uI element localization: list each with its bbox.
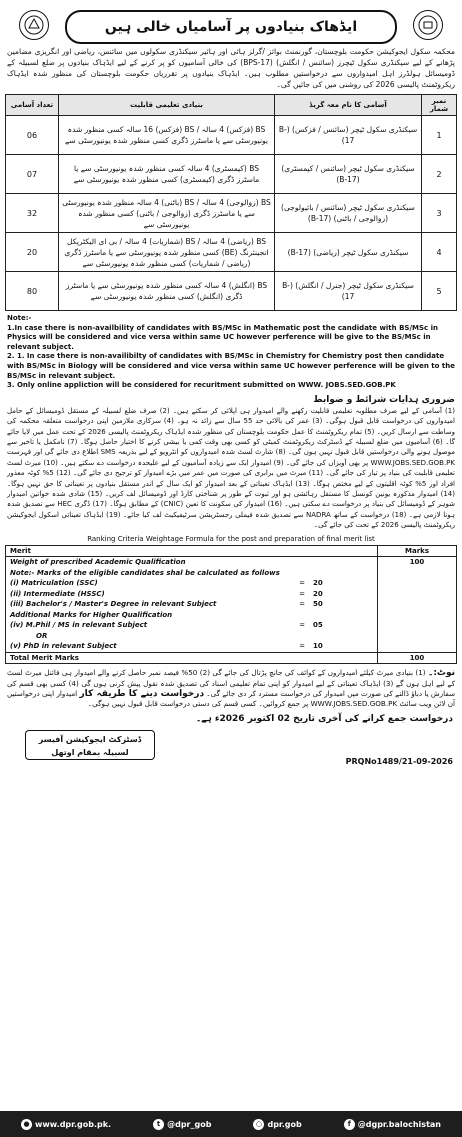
education-emblem-icon [413,10,443,40]
post-qty: 07 [6,155,59,194]
criteria-row [6,557,457,568]
post-qualification: BS (فزکس) 4 سالہ / BS (فزکس) 16 سالہ کسی منظور شدہ یونیورسٹی سے یا ماسٹرز ڈگری کسی منظور شدہ یونیورسٹی سے [59,116,275,155]
post-qualification: BS (ریاضی) 4 سالہ / BS (شماریات) 4 سالہ / بی ای الیکٹریکل انجینئرنگ (BE) کسی منظور شدہ یونیورسٹی سے یا ماسٹرز ڈگری (ریاضی / شماریات) کسی منظور شدہ یونیورسٹی سے [59,233,275,272]
criteria-item-label: (iv) M.Phil / MS in relevant Subject [10,621,148,630]
criteria-item-value: 20 [313,589,323,598]
officer-title: ڈسٹرکٹ ایجوکیشن آفیسر [38,734,142,744]
last-date-label: درخواست جمع کرانے کی آخری تاریخ [293,713,453,724]
top-strip [5,4,457,8]
footnote-lead: نوٹ:۔ [428,668,455,679]
criteria-row: (iii) Bachelor's / Master's Degree in relevant Subject = 50 [6,599,457,610]
criteria-item-label: (v) PhD in relevant Subject [10,642,117,651]
criteria-header-row [6,545,457,557]
header-qualification: بنیادی تعلیمی قابلیت [59,95,275,116]
criteria-item-label: (iii) Bachelor's / Master's Degree in relevant Subject [10,600,217,609]
post-qualification: BS (زوالوجی) 4 سالہ / BS (باٹنی) 4 سالہ منظور شدہ یونیورسٹی سے یا ماسٹرز ڈگری (زوالوجی / باٹنی) کسی منظور شدہ یونیورسٹی سے [59,194,275,233]
table-row [6,233,457,272]
header-qty: تعداد آسامی [6,95,59,116]
criteria-table [5,545,457,665]
criteria-row: (i) Matriculation (SSC) = 20 [6,578,457,589]
note-item: 3. Only online appliction will be considered for recuritment submitted on WWW. JOBS.SED.GOB.PK [7,381,396,390]
table-row [6,194,457,233]
instagram-text: dpr.gob [267,1119,302,1129]
post-name: سیکنڈری سکول ٹیچر (جنرل / انگلش) (B-17) [275,272,422,311]
footnote-text: (1) بنیادی میرٹ کیلئے امیدواروں کے کوائف کی جانچ پڑتال کی جائے گی (2) 50% فیصد نمبر حاصل کرنے والے امیدوار ہی فائنل میرٹ لسٹ کے لیے اہل ہوں گے (3) ایڈہاک تعیناتی کے لیے امیدوار کو اپنی تمام تعلیمی اسناد کی تصدیق شدہ نقول پیش کرنی ہوں گی (4) کسی بھی قسم کی سفارش یا دباؤ ڈالنے کی صورت میں امیدوار کی درخواست مسترد کر دی جائے گی۔ [7,668,455,698]
post-qualification: BS (انگلش) 4 سالہ کسی منظور شدہ یونیورسٹی سے یا ماسٹرز ڈگری (انگلش) کسی منظور شدہ یونیورسٹی سے [59,272,275,311]
table-row [6,116,457,155]
note-item: 2. 1. In case there is non-availibilty of candidates with BS/MSc in Chemistry for Chemistry post then candidate with BS/MSc in Biology will be considered and vice versa within same UC however perference will be given to the BS/MSc in relevant subject. [7,352,455,380]
criteria-row: (v) PhD in relevant Subject = 10 [6,641,457,652]
criteria-title: Ranking Criteria Weightage Formula for the post and preparation of final merit list [87,534,375,543]
criteria-or: OR [6,631,378,642]
globe-icon: ● [21,1119,32,1130]
conditions-body: (1) آسامی کے لیے صرف مطلوبہ تعلیمی قابلیت رکھنے والے امیدوار ہی اپلائی کر سکتے ہیں۔ (2) صرف ضلع لسبیلہ کے مستقل ڈومیسائل کے حامل امیدواروں کی درخواست قابل قبول ہوگی۔ (3) عمر کی بالائی حد 55 سال سے زائد نہ ہو۔ (4) سرکاری ملازمین اپنی درخواست متعلقہ محکمہ کی وساطت سے ارسال کریں۔ (5) تمام ریکروٹمنٹ کا عمل حکومت بلوچستان کی منظور شدہ ایڈہاک ریکروٹمنٹ پالیسی 2026 کے تحت عمل میں لایا جائے گا۔ (6) آسامیوں میں ضلع لسبیلہ کے ڈسٹرکٹ ریکروٹمنٹ کمیٹی کو کسی بھی وقت کمی یا بیشی کرنے کا اختیار حاصل ہوگا۔ (7) نامکمل یا تاخیر سے موصول ہونے والی درخواستیں قابل قبول نہیں ہوں گی۔ (8) شارٹ لسٹ شدہ امیدواروں کو انٹرویو کے لیے بذریعہ SMS اطلاع دی جائے گی اور فہرست WWW.JOBS.SED.GOB.PK پر بھی آویزاں کی جائے گی۔ (9) امیدوار ایک سے زیادہ آسامیوں کے لیے علیحدہ درخواست دے سکتے ہیں۔ (10) میرٹ لسٹ تعلیمی قابلیت کی بنیاد پر تیار کی جائے گی۔ (11) میرٹ میں برابری کی صورت میں عمر میں بڑے امیدوار کو ترجیح دی جائے گی۔ (12) 5% کوٹہ معذور افراد اور 5% کوٹہ اقلیتوں کے لیے مختص ہوگا۔ (13) ایڈہاک تعیناتی کے بعد امیدوار کو ایک سال کے اندر مستقل بنیادوں پر تعیناتی کا حق نہیں ہوگا۔ (14) امیدوار مذکورہ یونین کونسل کا مستقل رہائشی ہو اور ثبوت کے طور پر شناختی کارڈ اور ڈومیسائل لف کریں۔ (15) شادی شدہ خواتین امیدوار شوہر کے ڈومیسائل کی بنیاد پر درخواست دے سکتی ہیں۔ (16) امیدوار کی سکونت کا تعین (CNIC) کے مطابق ہوگا۔ (17) ڈگری HEC سے تصدیق شدہ ہونا لازمی ہے۔ (18) درخواست کے ساتھ NADRA سے تصدیق شدہ فیملی رجسٹریشن سرٹیفیکیٹ لف کیا جائے۔ (19) ایڈہاک تعیناتی اسکول ایجوکیشن ریکروٹمنٹ پالیسی 2026 کے تحت کی جائے گی۔ [7,406,456,530]
post-qualification: BS (کیمسٹری) 4 سالہ کسی منظور شدہ یونیورسٹی سے یا ماسٹرز ڈگری (کیمسٹری) کسی منظور شدہ یونیورسٹی سے [59,155,275,194]
note-item: 1.In case there is non-availbility of candidates with BS/MSc in Mathematic post the candidate with BS/MSc in Physics will be considered and vice versa within same UC however perference will be give to the BS/MSc in relevant subject. [7,323,438,351]
howto-text: امیدوار اپنی درخواستیں آن لائن ویب سائٹ WWW.JOBS.SED.GOB.PK پر جمع کروائیں۔ کسی قسم کی دستی درخواست قابل قبول نہیں ہوگی۔ [7,688,455,709]
footer-website[interactable] [21,1119,111,1130]
post-number: 1 [422,116,457,155]
instagram-icon: ○ [253,1119,264,1130]
table-row [6,155,457,194]
footer-twitter[interactable] [153,1119,211,1130]
intro-paragraph: محکمہ سکول ایجوکیشن حکومت بلوچستان، گورنمنٹ بوائز /گرلز ہائی اور ہائیر سیکنڈری سکولوں میں سائنس، ریاضی اور انگریزی مضامین پڑھانے کے لیے سیکنڈری سکول ٹیچرز (سائنس / انگلش) (BPS-17) کی خالی آسامیوں کو پر کرنے کے لیے ایڈہاک بنیادوں پر ضلع لسبیلہ کے ڈومیسائل ہولڈرز اہل امیدواروں سے درخواستیں مطلوب ہیں۔ ایڈہاک بنیادوں پر تقرریاں حکومت بلوچستان کی منظور شدہ ایڈہاک ریکروٹمنٹ پالیسی 2026 کی روشنی میں کی جائیں گی۔ [7,47,455,89]
page-title: ایڈھاک بنیادوں پر آسامیاں خالی ہیں [104,19,358,35]
post-qty: 06 [6,116,59,155]
criteria-item-value: 50 [313,600,323,609]
post-number: 5 [422,272,457,311]
balochistan-emblem-icon [19,10,49,40]
criteria-col-merit: Merit [6,545,378,557]
weight-label: Weight of prescribed Academic Qualification [6,557,378,568]
conditions-heading: ضروری ہدایات شرائط و ضوابط [313,394,455,405]
header-post: آسامی کا نام معہ گریڈ [275,95,422,116]
criteria-note: Note:- Marks of the eligible candidates shal be calculated as follows [6,568,378,579]
criteria-item-label: (i) Matriculation (SSC) [10,579,98,588]
officer-signature-box [25,730,155,760]
post-name: سیکنڈری سکول ٹیچر (ریاضی) (B-17) [275,233,422,272]
footnote [7,668,455,710]
post-qty: 32 [6,194,59,233]
criteria-item-value: 20 [313,579,323,588]
post-name: سیکنڈری سکول ٹیچر (سائنس / فزکس) (B-17) [275,116,422,155]
total-label: Total Merit Marks [6,652,378,664]
english-notes [7,314,455,391]
post-name: سیکنڈری سکول ٹیچر (سائنس / کیمسٹری) (B-17) [275,155,422,194]
post-name: سیکنڈری سکول ٹیچر (سائنس / بائیولوجی) (زوالوجی / باٹنی) (B-17) [275,194,422,233]
title-banner [65,10,397,44]
criteria-row [6,610,457,621]
posts-table [5,94,457,311]
footer-bar [0,1111,462,1137]
criteria-item-value: 05 [313,621,323,630]
footer-instagram[interactable] [253,1119,301,1130]
header-number: نمبر شمار [422,95,457,116]
website-text: www.dpr.gob.pk. [35,1119,112,1129]
prq-number: PRQNo1489/21-09-2026 [345,756,453,766]
bottom-area [5,712,457,768]
additional-marks-label: Additional Marks for Higher Qualification [6,610,378,621]
post-number: 4 [422,233,457,272]
ad-header [5,10,457,44]
posts-table-header [6,95,457,116]
facebook-icon: f [344,1119,355,1130]
criteria-row [6,631,457,642]
total-marks: 100 [378,652,457,664]
criteria-total-row [6,652,457,664]
last-date [196,714,453,724]
twitter-icon: t [153,1119,164,1130]
facebook-text: @dgpr.balochistan [357,1119,441,1129]
criteria-col-marks: Marks [378,545,457,557]
howto-title: درخواست دینے کا طریقہ کار [79,688,205,699]
post-number: 3 [422,194,457,233]
post-qty: 20 [6,233,59,272]
criteria-row: (iv) M.Phil / MS in relevant Subject = 05 [6,620,457,631]
officer-location: لسبیلہ بمقام اوتھل [51,747,129,757]
post-qty: 80 [6,272,59,311]
criteria-item-value: 10 [313,642,323,651]
criteria-row [6,568,457,579]
table-row [6,272,457,311]
last-date-value: 02 اکتوبر 2026ء ہے۔ [195,713,290,724]
twitter-text: @dpr_gob [167,1119,212,1129]
notes-label: Note:- [7,314,32,322]
weight-marks: 100 [378,557,457,568]
criteria-row: (ii) Intermediate (HSSC) = 20 [6,589,457,600]
footer-facebook[interactable] [344,1119,441,1130]
post-number: 2 [422,155,457,194]
criteria-item-label: (ii) Intermediate (HSSC) [10,589,105,598]
